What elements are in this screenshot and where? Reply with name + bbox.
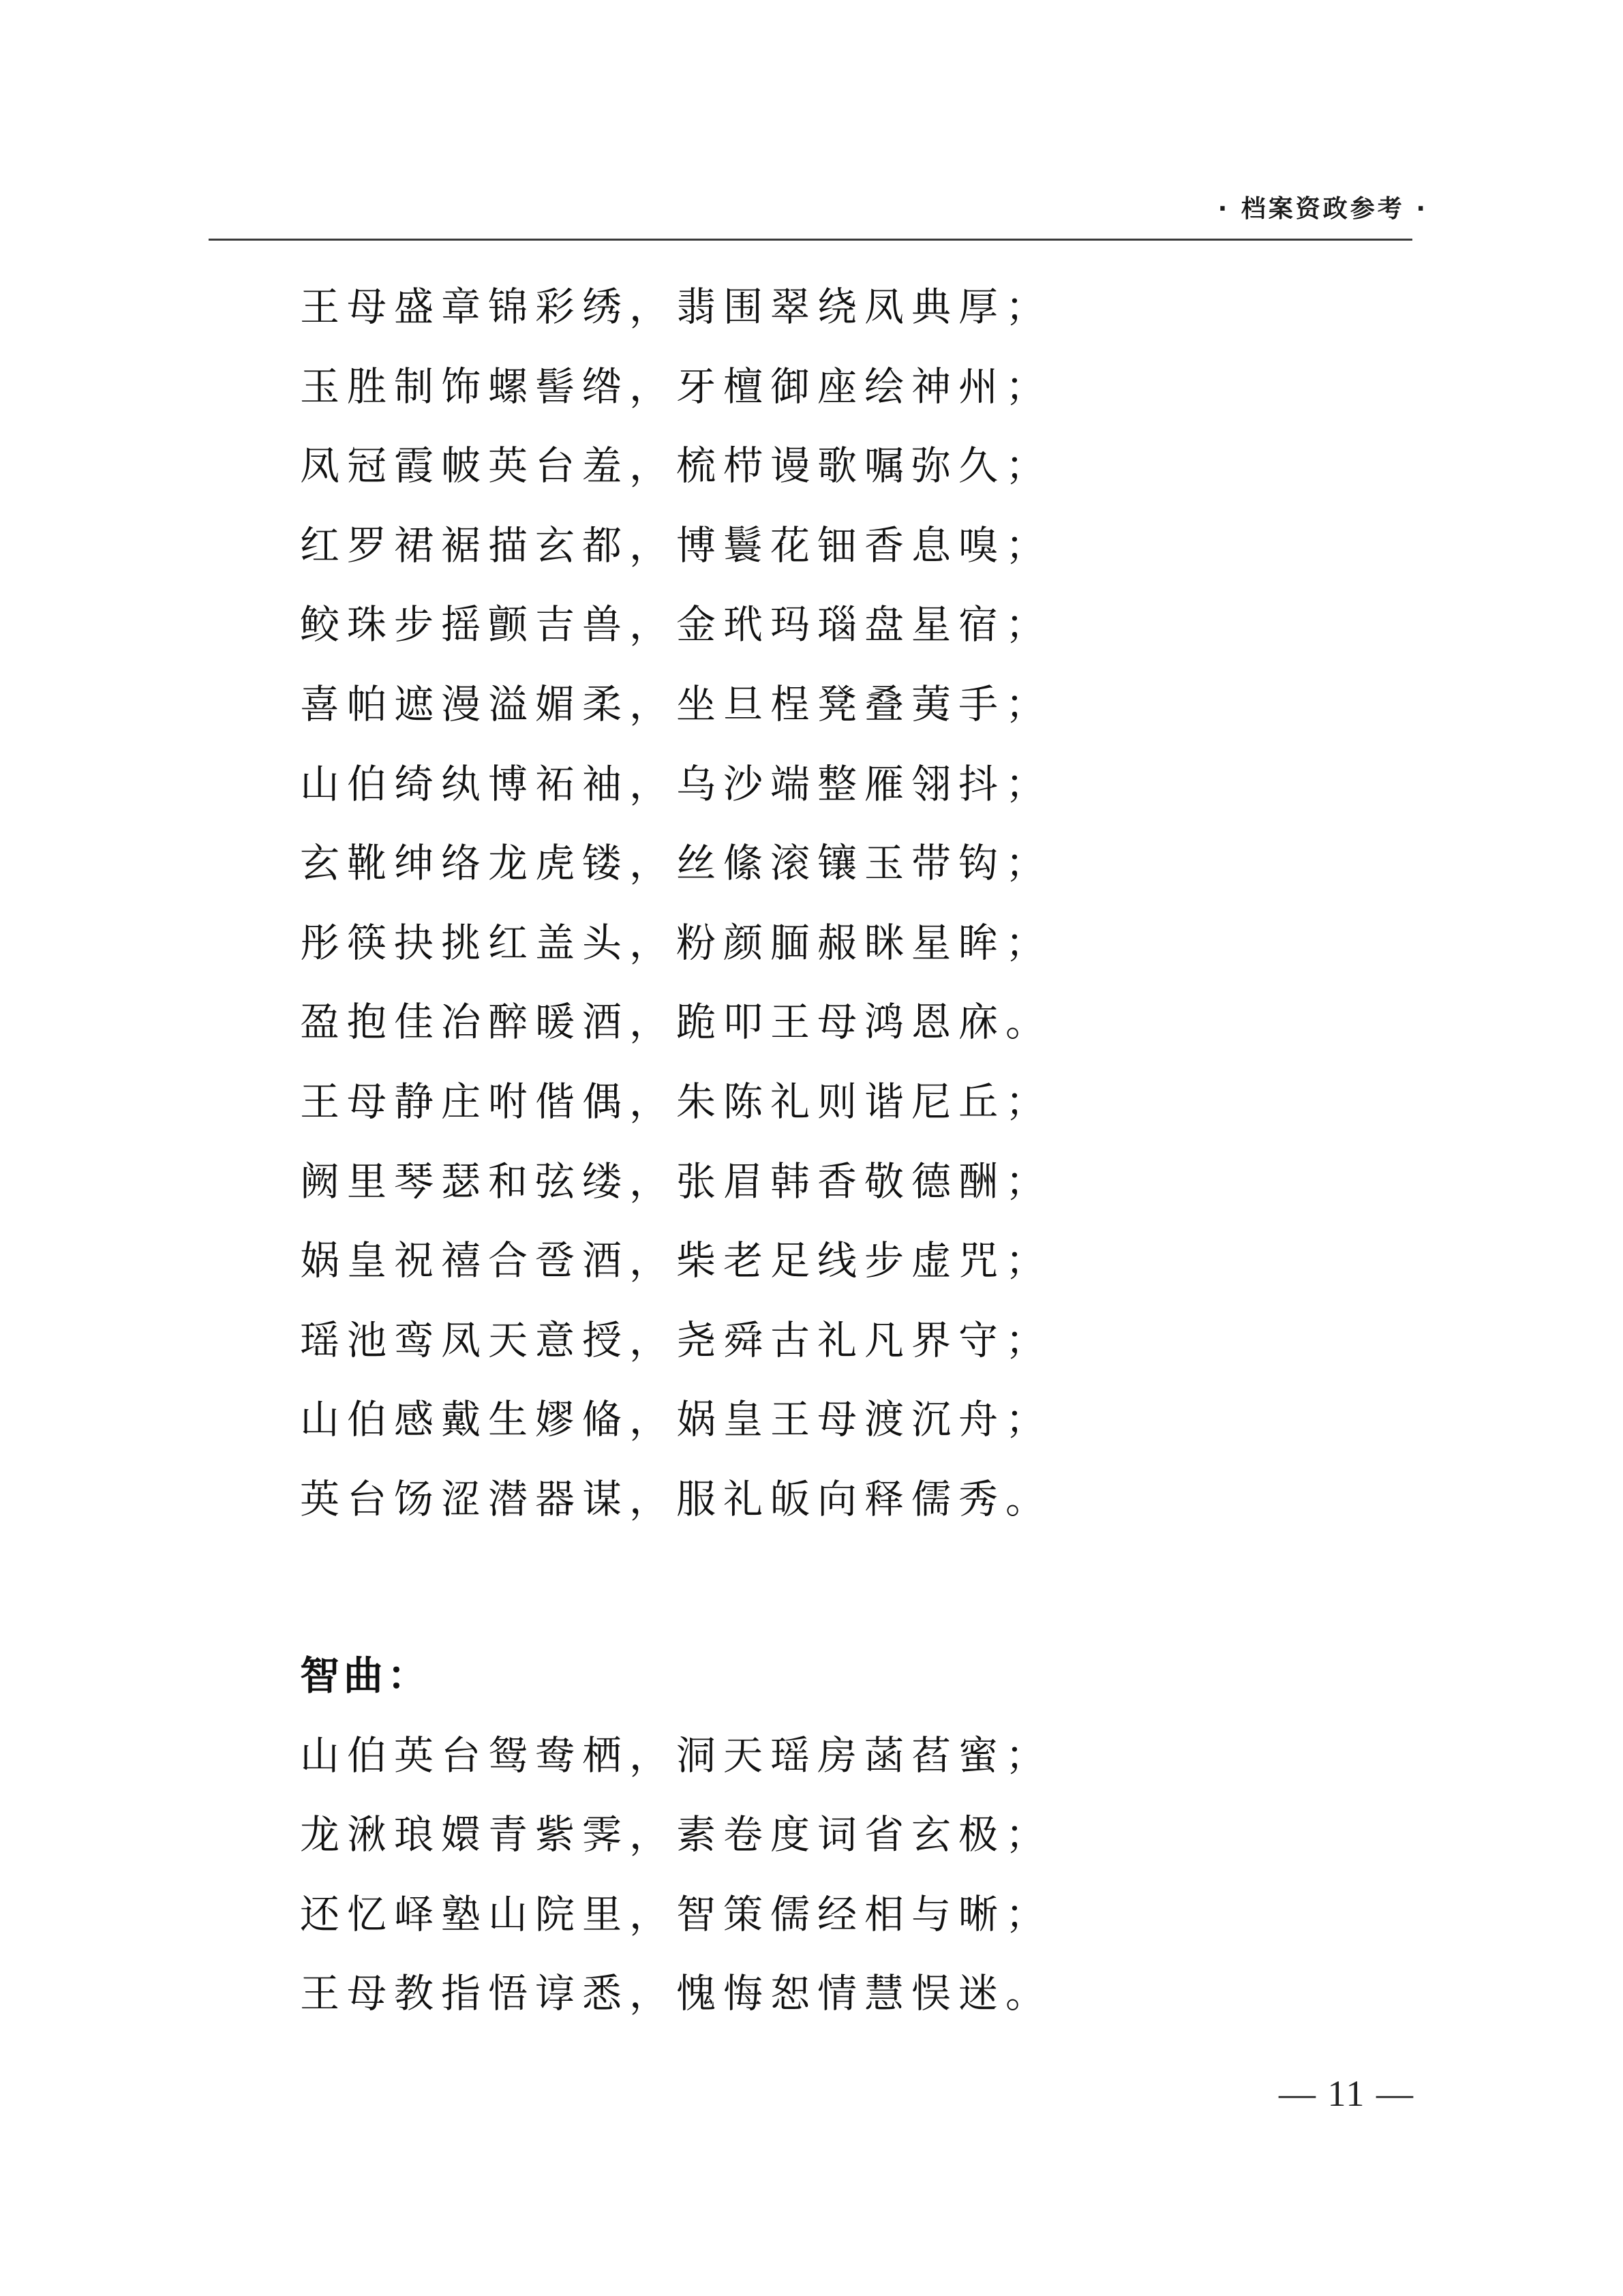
poem-line: 龙湫琅嬛青紫霁，素卷度词省玄极； (300, 1811, 1053, 1858)
poem-line: 喜帕遮漫溢媚柔，坐旦桯凳叠荑手； (300, 680, 1053, 727)
poem-line: 王母静庄咐偕偶，朱陈礼则谐尼丘； (300, 1078, 1053, 1125)
poem-line: 还忆峄塾山院里，智策儒经相与晰； (300, 1890, 1053, 1937)
poem-line: 山伯绮纨博袥袖，乌沙端整雁翎抖； (300, 760, 1053, 807)
poem-line: 凤冠霞帔英台羞，梳栉谩歌嘱弥久； (300, 442, 1053, 489)
poem-line: 红罗裙裾描玄都，博鬟花钿香息嗅； (300, 522, 1053, 569)
poem-line: 玉胜制饰螺髻绺，牙檀御座绘神州； (300, 363, 1053, 410)
page-number: — 11 — (1279, 2073, 1414, 2114)
poem-line: 阙里琴瑟和弦缕，张眉韩香敬德酬； (300, 1158, 1053, 1205)
poem-line: 盈抱佳冶醉暖酒，跪叩王母鸿恩庥。 (300, 999, 1053, 1046)
poem-line: 鲛珠步摇颤吉兽，金玳玛瑙盘星宿； (300, 601, 1053, 648)
section-title: 智曲： (300, 1652, 431, 1699)
poem-line: 王母教指悟谆悉，愧悔恕情慧悮迷。 (300, 1970, 1053, 2017)
poem-line: 彤筷抉挑红盖头，粉颜腼赧眯星眸； (300, 919, 1053, 966)
poem-line: 娲皇祝禧合卺酒，柴老足线步虚咒； (300, 1237, 1053, 1284)
header-rule (209, 239, 1412, 241)
poem-line: 山伯英台鸳鸯栖，洞天瑶房菡萏蜜； (300, 1732, 1053, 1779)
section-zhiqu (300, 1636, 1391, 2034)
poem-line: 山伯感戴生嫪偹，娲皇王母渡沉舟； (300, 1396, 1053, 1443)
running-header: · 档案资政参考 · (1217, 195, 1428, 223)
poem-line: 英台饧涩潜器谋，服礼皈向释儒秀。 (300, 1475, 1053, 1522)
poem-body (300, 267, 1391, 1539)
poem-line: 玄靴绅络龙虎镂，丝絛滚镶玉带钩； (300, 840, 1053, 887)
poem-line: 瑶池鸾凤天意授，尧舜古礼凡界守； (300, 1316, 1053, 1363)
poem-line: 王母盛章锦彩绣，翡围翠绕凤典厚； (300, 284, 1053, 330)
